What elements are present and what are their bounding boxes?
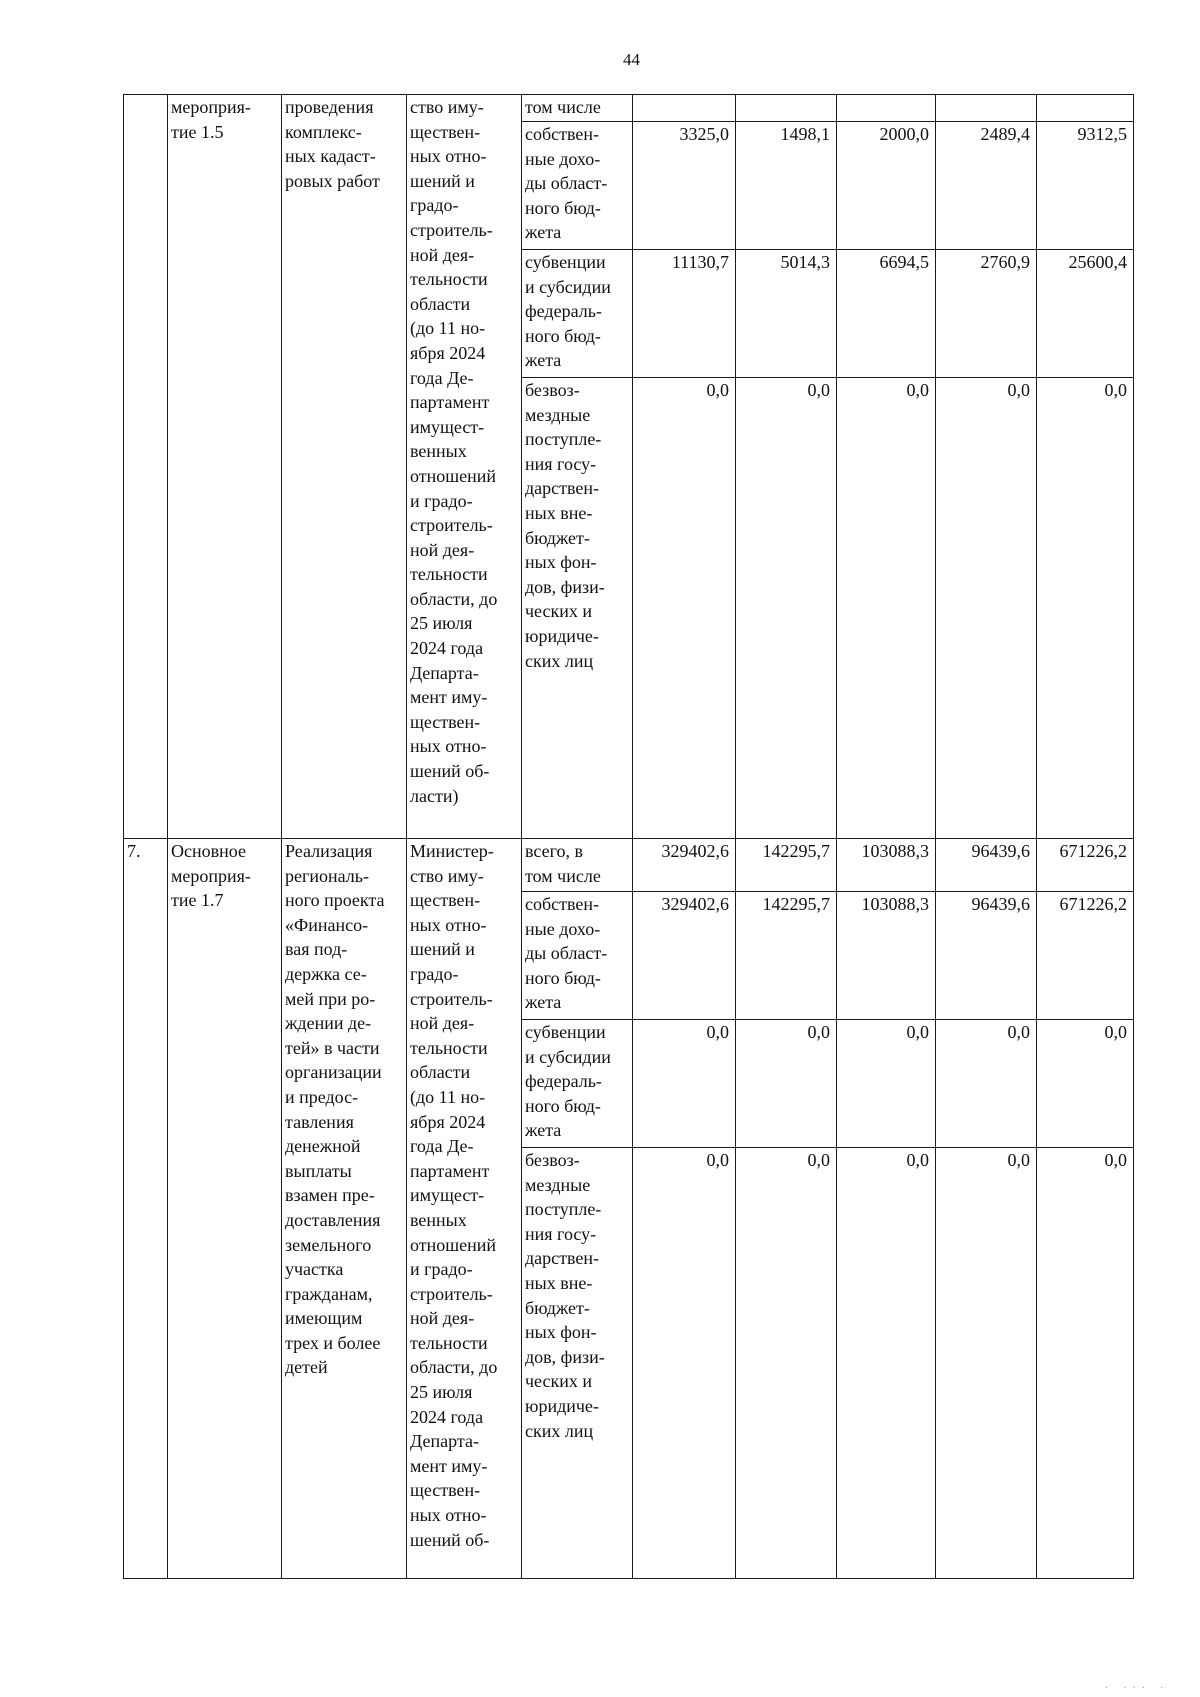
amount-cell: 0,0 — [837, 1148, 936, 1579]
amount-cell — [936, 95, 1037, 122]
amount-cell: 103088,3 — [837, 839, 936, 892]
activity-name-cell: мероприя- тие 1.5 — [168, 95, 282, 839]
table-row — [124, 95, 1134, 122]
funding-source-cell: субвенции и субсидии федераль- ного бюд- жета — [522, 250, 633, 378]
amount-cell: 5014,3 — [736, 250, 837, 378]
amount-cell: 0,0 — [1037, 378, 1134, 839]
amount-cell: 0,0 — [936, 378, 1037, 839]
activity-title-cell: проведения комплекс- ных кадаст- ровых работ — [282, 95, 407, 839]
amount-cell: 0,0 — [1037, 1020, 1134, 1148]
executor-cell: ство иму- ществен- ных отно- шений и градо- строитель- ной дея- тельности области (до 11 но- ября 2024 года Де- партамент имущест- венных отношений и градо- строитель- ной дея- тельности области, до 25 июля 2024 года Дeпарта- мент иму- ществен- ных отно- шений об- ласти) — [407, 95, 522, 839]
amount-cell: 3325,0 — [633, 122, 736, 250]
amount-cell: 0,0 — [736, 1148, 837, 1579]
amount-cell: 0,0 — [837, 378, 936, 839]
amount-cell: 96439,6 — [936, 892, 1037, 1020]
funding-source-cell: собствен- ные дохо- ды област- ного бюд- жета — [522, 892, 633, 1020]
funding-source-cell: безвоз- мездные поступле- ния госу- дарствен- ных вне- бюджет- ных фон- дов, физи- ческих и юридиче- ских лиц — [522, 1148, 633, 1579]
amount-cell: 142295,7 — [736, 892, 837, 1020]
row-number-cell: 7. — [124, 839, 168, 1579]
activity-name-cell: Основное мероприя- тие 1.7 — [168, 839, 282, 1579]
amount-cell: 1498,1 — [736, 122, 837, 250]
amount-cell: 0,0 — [633, 1148, 736, 1579]
amount-cell: 329402,6 — [633, 892, 736, 1020]
activity-title-cell: Реализация региональ- ного проекта «Финансо- вая под- держка се- мей при ро- ждении де- тей» в части организации и предос- тавления денежной выплаты взамен пре- доставления земельного участка гражданам, имеющим трех и более детей — [282, 839, 407, 1579]
amount-cell: 103088,3 — [837, 892, 936, 1020]
amount-cell — [633, 95, 736, 122]
funding-source-cell: том числе — [522, 95, 633, 122]
page-number: 44 — [623, 50, 640, 69]
funding-source-cell: всего, в том числе — [522, 839, 633, 892]
amount-cell: 9312,5 — [1037, 122, 1134, 250]
amount-cell — [736, 95, 837, 122]
amount-cell: 0,0 — [936, 1148, 1037, 1579]
amount-cell: 96439,6 — [936, 839, 1037, 892]
funding-source-cell: собствен- ные дохо- ды област- ного бюд- жета — [522, 122, 633, 250]
executor-cell: Министер- ство иму- ществен- ных отно- шений и градо- строитель- ной дея- тельности области (до 11 но- ября 2024 года Де- партамент имущест- венных отношений и градо- строитель- ной дея- тельности области, до 25 июля 2024 года Департа- мент иму- ществен- ных отно- шений об- — [407, 839, 522, 1579]
amount-cell — [1037, 95, 1134, 122]
funding-source-cell: безвоз- мездные поступле- ния госу- дарствен- ных вне- бюджет- ных фон- дов, физи- ческих и юридиче- ских лиц — [522, 378, 633, 839]
amount-cell: 142295,7 — [736, 839, 837, 892]
amount-cell: 2760,9 — [936, 250, 1037, 378]
scan-artifact: · ··· · — [1105, 1683, 1170, 1694]
amount-cell: 0,0 — [633, 378, 736, 839]
table-row — [124, 839, 1134, 892]
amount-cell: 2000,0 — [837, 122, 936, 250]
amount-cell: 671226,2 — [1037, 892, 1134, 1020]
amount-cell: 6694,5 — [837, 250, 936, 378]
funding-source-cell: субвенции и субсидии федераль- ного бюд- жета — [522, 1020, 633, 1148]
program-funding-table — [123, 94, 1134, 1579]
amount-cell: 11130,7 — [633, 250, 736, 378]
amount-cell: 671226,2 — [1037, 839, 1134, 892]
amount-cell: 0,0 — [736, 378, 837, 839]
row-number-cell — [124, 95, 168, 839]
amount-cell: 2489,4 — [936, 122, 1037, 250]
amount-cell: 329402,6 — [633, 839, 736, 892]
amount-cell: 0,0 — [736, 1020, 837, 1148]
amount-cell — [837, 95, 936, 122]
amount-cell: 0,0 — [633, 1020, 736, 1148]
amount-cell: 25600,4 — [1037, 250, 1134, 378]
amount-cell: 0,0 — [1037, 1148, 1134, 1579]
amount-cell: 0,0 — [837, 1020, 936, 1148]
amount-cell: 0,0 — [936, 1020, 1037, 1148]
